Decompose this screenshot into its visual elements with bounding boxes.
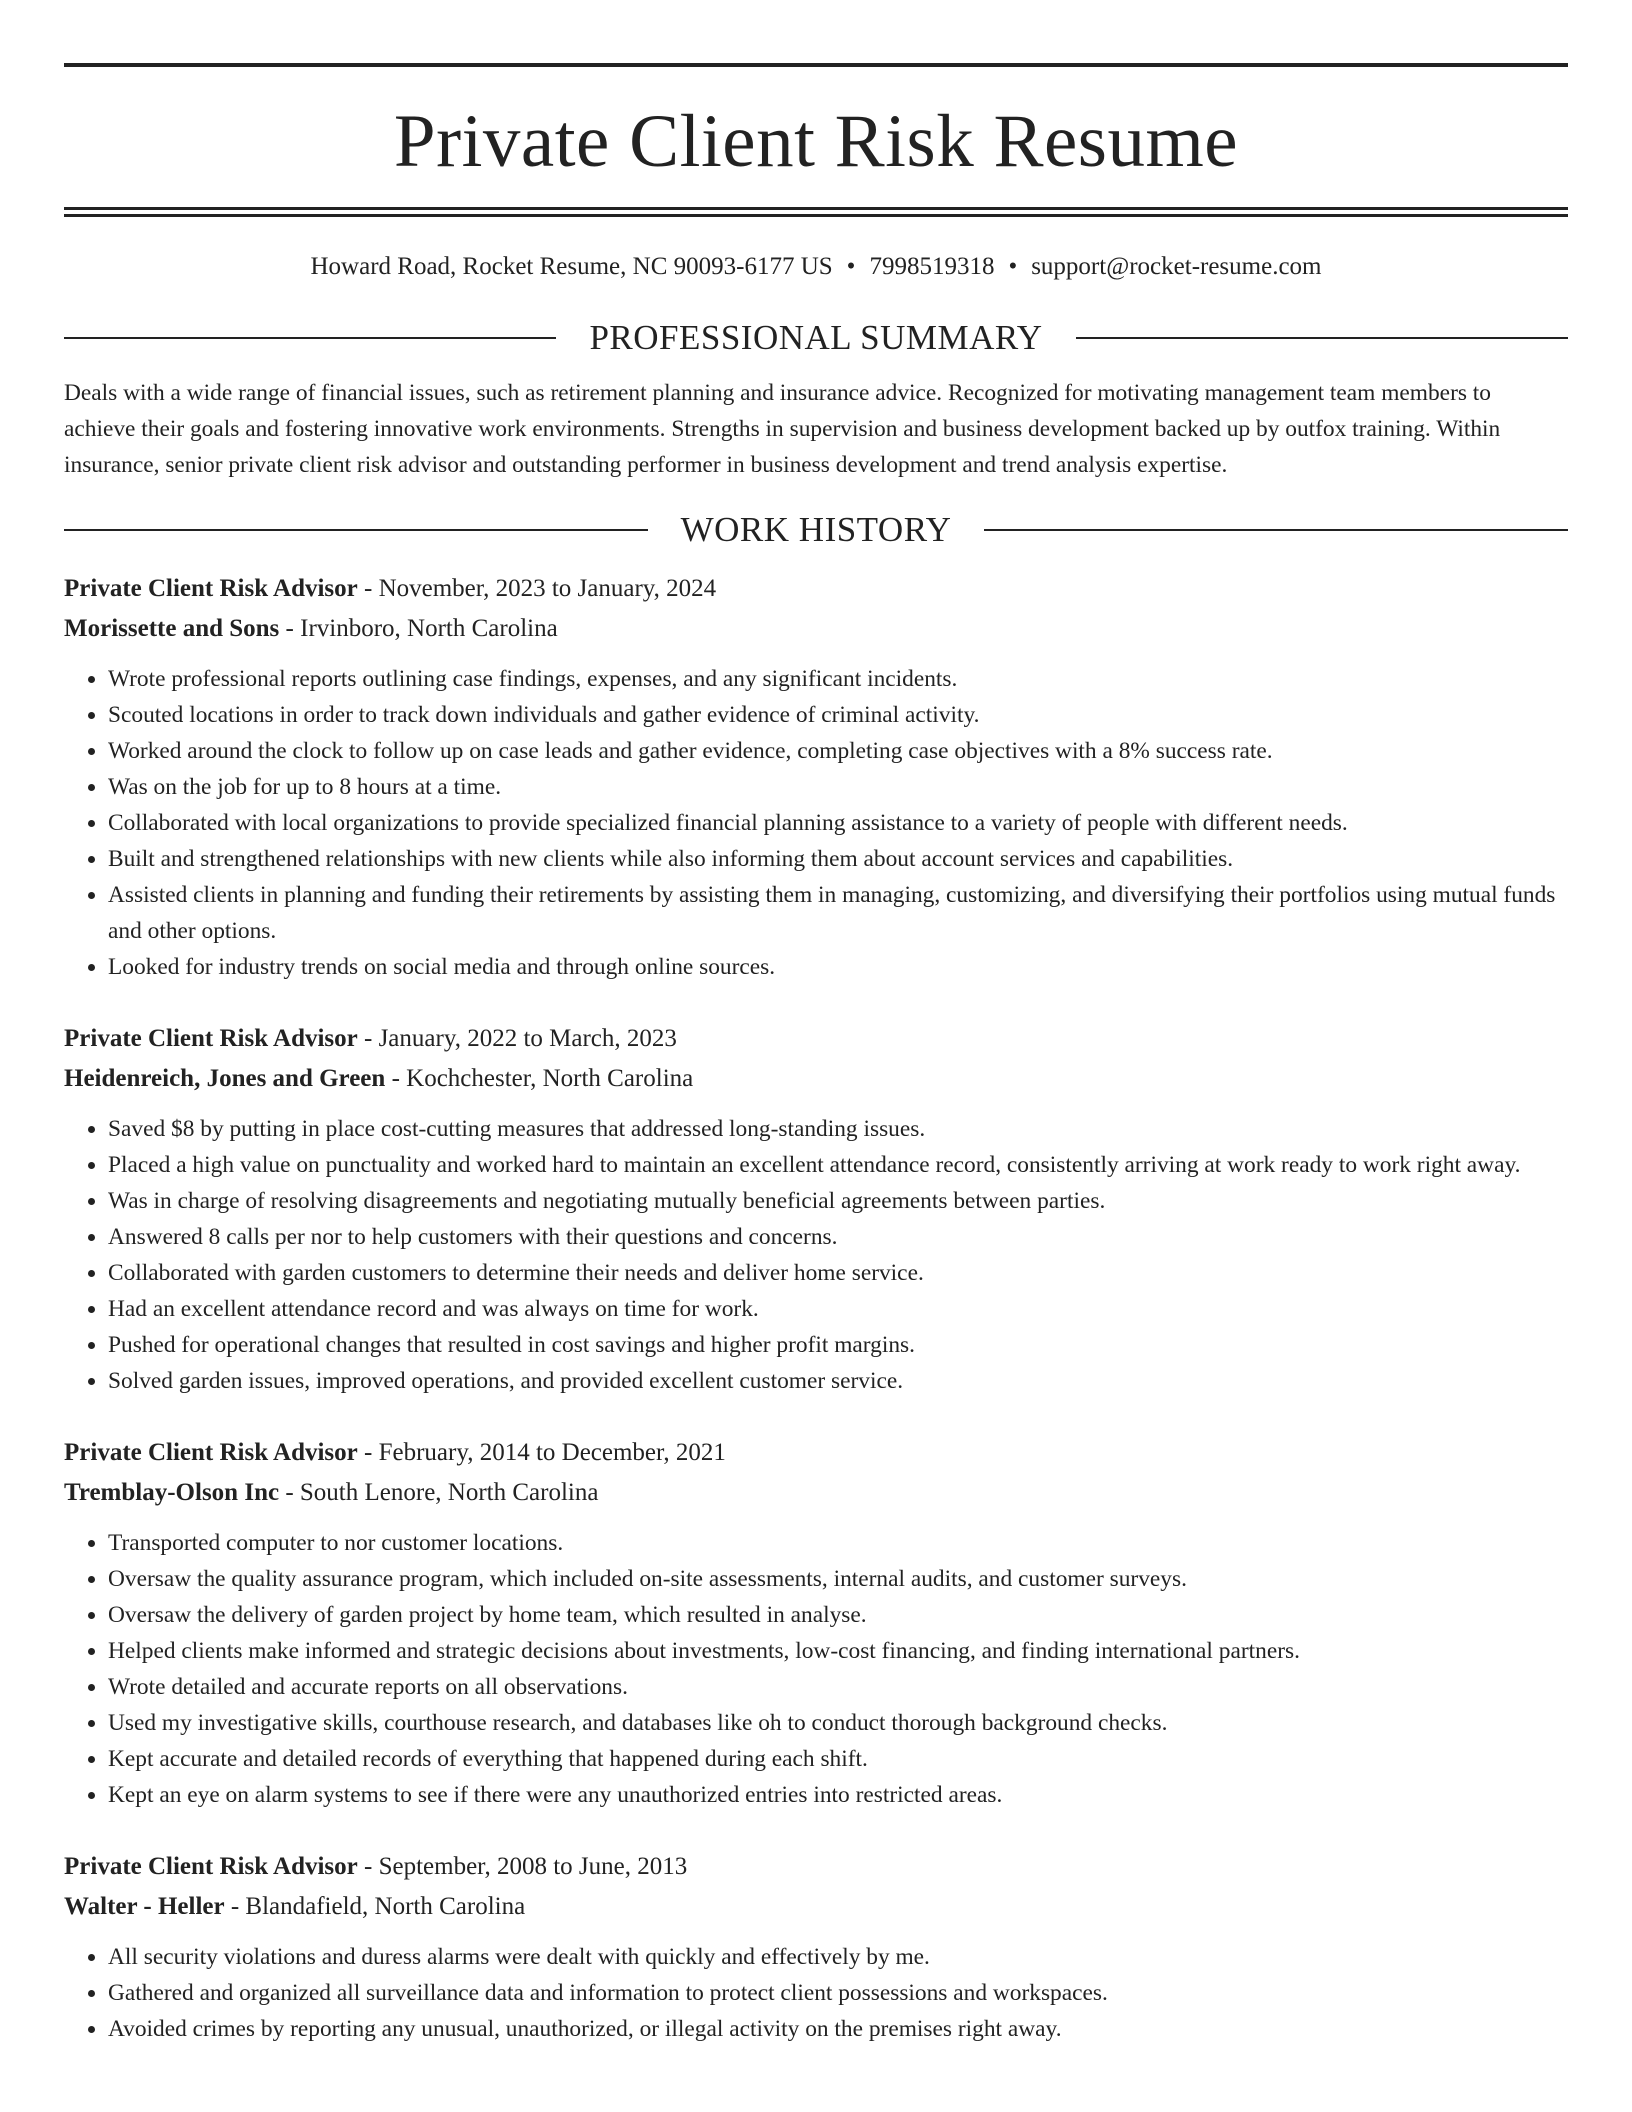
- heading-rule-right: [984, 529, 1568, 531]
- job-entry: [64, 1019, 1568, 1399]
- job-company-line: [64, 1887, 1568, 1927]
- contact-phone: 7998519318: [869, 253, 995, 280]
- work-history-list: [64, 569, 1568, 2047]
- contact-separator: •: [846, 253, 856, 280]
- job-bullet: • Saved $8 by putting in place cost-cutting measures that addressed long-standing issues.: [108, 1111, 1568, 1147]
- job-title-line: [64, 1019, 1568, 1059]
- job-dates: - February, 2014 to December, 2021: [357, 1439, 726, 1466]
- contact-email: support@rocket-resume.com: [1031, 253, 1322, 280]
- job-entry: [64, 1847, 1568, 2047]
- job-bullet: • Gathered and organized all surveillance data and information to protect client possessions and workspaces.: [108, 1975, 1568, 2011]
- job-dates: - September, 2008 to June, 2013: [357, 1853, 688, 1880]
- job-bullet: • Wrote detailed and accurate reports on all observations.: [108, 1669, 1568, 1705]
- job-bullet: • Kept accurate and detailed records of everything that happened during each shift.: [108, 1741, 1568, 1777]
- job-bullet: • Worked around the clock to follow up on case leads and gather evidence, completing case objectives with a 8% success rate.: [108, 733, 1568, 769]
- job-company-line: [64, 1059, 1568, 1099]
- job-bullet: • Had an excellent attendance record and was always on time for work.: [108, 1291, 1568, 1327]
- summary-heading-label: PROFESSIONAL SUMMARY: [589, 318, 1043, 357]
- job-bullet: • Oversaw the quality assurance program, which included on-site assessments, internal audits, and customer surveys.: [108, 1561, 1568, 1597]
- job-location: - Irvinboro, North Carolina: [279, 615, 558, 642]
- heading-rule-left: [64, 337, 556, 339]
- resume-title: Private Client Risk Resume: [393, 100, 1239, 183]
- job-company: Heidenreich, Jones and Green: [64, 1065, 386, 1092]
- job-bullet: • All security violations and duress alarms were dealt with quickly and effectively by me.: [108, 1939, 1568, 1975]
- job-entry: [64, 1433, 1568, 1813]
- job-bullet: • Placed a high value on punctuality and worked hard to maintain an excellent attendance record, consistently arriving at work ready to work right away.: [108, 1147, 1568, 1183]
- job-bullet: • Assisted clients in planning and funding their retirements by assisting them in managing, customizing, and diversifying their portfolios using mutual funds and other options.: [108, 877, 1568, 949]
- job-entry: [64, 569, 1568, 985]
- work-section-heading: [64, 509, 1568, 551]
- job-bullet: • Oversaw the delivery of garden project by home team, which resulted in analyse.: [108, 1597, 1568, 1633]
- job-dates: - November, 2023 to January, 2024: [357, 575, 717, 602]
- job-title-line: [64, 1847, 1568, 1887]
- job-title-line: [64, 1433, 1568, 1473]
- title-double-rule: [64, 207, 1568, 217]
- job-bullet: • Kept an eye on alarm systems to see if there were any unauthorized entries into restricted areas.: [108, 1777, 1568, 1813]
- job-company: Tremblay-Olson Inc: [64, 1479, 280, 1506]
- summary-section-heading: [64, 317, 1568, 359]
- work-heading-label: WORK HISTORY: [680, 510, 952, 549]
- job-dates: - January, 2022 to March, 2023: [357, 1025, 677, 1052]
- top-rule: [64, 63, 1568, 67]
- contact-line: [64, 251, 1568, 283]
- job-company-line: [64, 1473, 1568, 1513]
- job-bullet: • Built and strengthened relationships with new clients while also informing them about account services and capabilities.: [108, 841, 1568, 877]
- job-company: Walter - Heller: [64, 1893, 225, 1920]
- job-title: Private Client Risk Advisor: [64, 1025, 358, 1052]
- job-bullet: • Was on the job for up to 8 hours at a time.: [108, 769, 1568, 805]
- heading-rule-left: [64, 529, 648, 531]
- job-company-line: [64, 609, 1568, 649]
- job-bullet: • Wrote professional reports outlining case findings, expenses, and any significant incidents.: [108, 661, 1568, 697]
- job-bullet: • Helped clients make informed and strategic decisions about investments, low-cost financing, and finding international partners.: [108, 1633, 1568, 1669]
- job-title-line: [64, 569, 1568, 609]
- job-bullet: • Pushed for operational changes that resulted in cost savings and higher profit margins.: [108, 1327, 1568, 1363]
- contact-address: Howard Road, Rocket Resume, NC 90093-6177 US: [310, 253, 833, 280]
- job-bullet: • Avoided crimes by reporting any unusual, unauthorized, or illegal activity on the premises right away.: [108, 2011, 1568, 2047]
- job-location: - Kochchester, North Carolina: [385, 1065, 694, 1092]
- contact-separator: •: [1008, 253, 1018, 280]
- job-title: Private Client Risk Advisor: [64, 1439, 358, 1466]
- job-company: Morissette and Sons: [64, 615, 280, 642]
- job-bullet-list: [64, 1525, 1568, 1813]
- job-location: - South Lenore, North Carolina: [279, 1479, 599, 1506]
- job-bullet-list: [64, 1939, 1568, 2047]
- job-bullet: • Collaborated with garden customers to determine their needs and deliver home service.: [108, 1255, 1568, 1291]
- summary-text: Deals with a wide range of financial issues, such as retirement planning and insurance advice. Recognized for motivating management team members to achieve their goals and fostering innovative work environments. Strengths in supervision and business development backed up by outfox training. Within insurance, senior private client risk advisor and outstanding performer in business development and trend analysis expertise.: [64, 380, 1501, 478]
- job-title: Private Client Risk Advisor: [64, 1853, 358, 1880]
- job-title: Private Client Risk Advisor: [64, 575, 358, 602]
- heading-rule-right: [1076, 337, 1568, 339]
- job-bullet: • Used my investigative skills, courthouse research, and databases like oh to conduct thorough background checks.: [108, 1705, 1568, 1741]
- job-bullet-list: [64, 661, 1568, 985]
- job-bullet: • Was in charge of resolving disagreements and negotiating mutually beneficial agreements between parties.: [108, 1183, 1568, 1219]
- job-bullet-list: [64, 1111, 1568, 1399]
- job-bullet: • Collaborated with local organizations to provide specialized financial planning assistance to a variety of people with different needs.: [108, 805, 1568, 841]
- job-bullet: • Answered 8 calls per nor to help customers with their questions and concerns.: [108, 1219, 1568, 1255]
- job-bullet: • Transported computer to nor customer locations.: [108, 1525, 1568, 1561]
- job-bullet: • Scouted locations in order to track down individuals and gather evidence of criminal activity.: [108, 697, 1568, 733]
- job-location: - Blandafield, North Carolina: [224, 1893, 526, 1920]
- job-bullet: • Solved garden issues, improved operations, and provided excellent customer service.: [108, 1363, 1568, 1399]
- job-bullet: • Looked for industry trends on social media and through online sources.: [108, 949, 1568, 985]
- resume-page: [64, 0, 1568, 2047]
